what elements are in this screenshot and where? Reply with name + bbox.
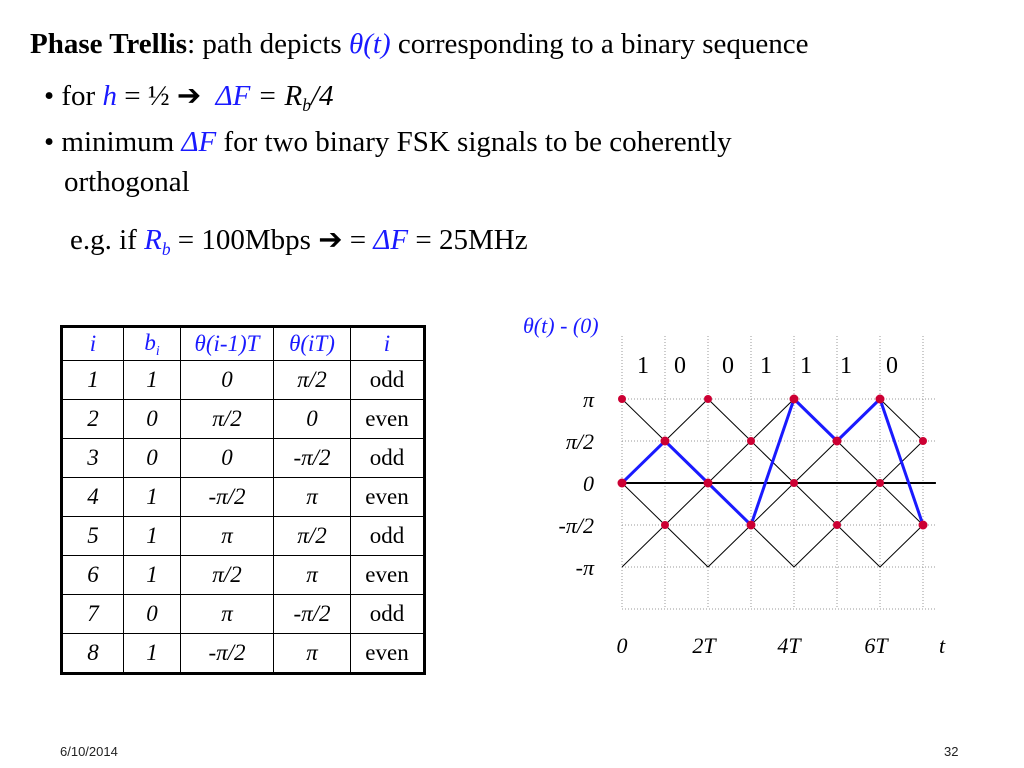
trellis-node [876,479,884,487]
example-prefix: e.g. if [70,224,145,256]
title-bold: Phase Trellis [30,28,188,60]
phase-path-segment [622,441,665,483]
arrow-icon: ➔ [176,80,202,112]
phase-path-node [790,395,799,404]
bullet2-rest: for two binary FSK signals to be coherently [216,126,732,158]
trellis-branch [837,525,880,567]
footer-date: 6/10/2014 [60,744,118,759]
phase-path-segment [751,399,794,525]
phase-path-segment [708,483,751,525]
bit-label: 0 [674,353,686,379]
trellis-branch [665,525,708,567]
bit-label: 1 [800,353,812,379]
table-cell: even [351,556,425,595]
x-tick-label: 0 [616,633,628,658]
example-sub: b [161,239,171,260]
trellis-node [618,395,626,403]
trellis-branch [708,525,751,567]
table-cell: 0 [181,361,274,400]
phase-path-segment [880,399,923,525]
bullet2-prefix: • minimum [44,126,182,158]
table-cell: 6 [62,556,124,595]
table-cell: -π/2 [274,439,351,478]
bullet1-sub: b [302,95,311,116]
trellis-branch [751,525,794,567]
header-theta-prev: θ(i-1)T [181,327,274,361]
page-number: 32 [944,744,959,759]
phase-path-node [747,521,756,530]
table-cell: -π/2 [181,478,274,517]
bullet1-prefix: • for [44,80,103,112]
table-cell: π/2 [181,400,274,439]
header-b: b [144,329,156,355]
x-tick-label: 4T [777,633,801,658]
trellis-node [704,395,712,403]
title-rest-1: : path depicts [187,28,349,60]
phase-path-segment [794,399,837,441]
trellis-branch [622,525,665,567]
table-cell: 1 [124,361,181,400]
x-tick-label: 6T [864,633,888,658]
table-cell: 0 [124,439,181,478]
phase-path-node [661,437,670,446]
trellis-node [747,437,755,445]
table-cell: 0 [274,400,351,439]
bullet1-h: h [102,80,117,112]
y-tick-label: -π/2 [558,513,594,538]
bullet1-rb: = R [250,80,303,112]
phase-path-node [919,521,928,530]
table-cell: π/2 [274,517,351,556]
table-cell: π/2 [274,361,351,400]
table-cell: 7 [62,595,124,634]
trellis-node [833,521,841,529]
bullet2-deltaf: ΔF [181,126,217,158]
bit-label: 0 [722,353,734,379]
trellis-branch [794,483,837,525]
example-mid: = 100Mbps [170,224,319,256]
trellis-node [919,437,927,445]
title-theta: θ(t) [348,28,391,60]
trellis-branch [837,441,880,483]
phase-path-node [833,437,842,446]
phase-path-node [704,479,713,488]
bullet1-tail: /4 [310,80,334,112]
trellis-branch [880,525,923,567]
header-i: i [62,327,124,361]
table-cell: 1 [124,556,181,595]
arrow-icon: ➔ [318,224,343,256]
phase-path-segment [665,441,708,483]
table-cell: even [351,634,425,674]
y-tick-label: -π [575,555,594,580]
example-tail: = 25MHz [408,224,528,256]
table-cell: 1 [62,361,124,400]
x-tick-label: 2T [692,633,716,658]
table-cell: odd [351,439,425,478]
example-r: R [144,224,162,256]
title-rest-2: corresponding to a binary sequence [390,28,809,60]
bit-label: 1 [637,353,649,379]
trellis-branch [794,441,837,483]
trellis-branch [665,399,708,441]
table-cell: -π/2 [181,634,274,674]
phase-path-node [618,479,627,488]
table-cell: odd [351,517,425,556]
table-cell: π [274,478,351,517]
table-cell: 2 [62,400,124,439]
bit-label: 0 [886,353,898,379]
trellis-branch [622,483,665,525]
bullet1-deltaf: ΔF [215,80,251,112]
table-cell: π [274,556,351,595]
trellis-branch [794,525,837,567]
bullet1-eq: = ½ [116,80,177,112]
header-b-sub: i [155,342,160,358]
table-cell: 4 [62,478,124,517]
header-theta-now: θ(iT) [274,327,351,361]
table-cell: even [351,400,425,439]
header-parity: i [351,327,425,361]
table-cell: 3 [62,439,124,478]
y-tick-label: π/2 [565,429,594,454]
table-cell: even [351,478,425,517]
table-cell: -π/2 [274,595,351,634]
table-cell: 1 [124,478,181,517]
table-cell: 1 [124,634,181,674]
trellis-branch [708,399,751,441]
y-tick-label: 0 [583,471,594,496]
bit-label: 1 [840,353,852,379]
phase-path-node [876,395,885,404]
trellis-branch [708,441,751,483]
table-cell: 1 [124,517,181,556]
trellis-node [661,521,669,529]
table-cell: 0 [124,400,181,439]
example-deltaf: ΔF [373,224,409,256]
trellis-title: θ(t) - (0) [523,313,599,338]
table-cell: 0 [124,595,181,634]
table-cell: π/2 [181,556,274,595]
table-cell: odd [351,595,425,634]
bullet2-line2: orthogonal [64,166,190,198]
trellis-branch [837,483,880,525]
table-cell: π [274,634,351,674]
x-tick-label: t [938,633,946,658]
trellis-branch [665,483,708,525]
example-eq: = [342,224,374,256]
table-cell: 0 [181,439,274,478]
trellis-branch [622,399,665,441]
phase-path-segment [837,399,880,441]
table-cell: odd [351,361,425,400]
table-cell: 8 [62,634,124,674]
bit-label: 1 [760,353,772,379]
y-tick-label: π [582,387,594,412]
table-cell: 5 [62,517,124,556]
trellis-node [790,479,798,487]
table-cell: π [181,517,274,556]
table-cell: π [181,595,274,634]
